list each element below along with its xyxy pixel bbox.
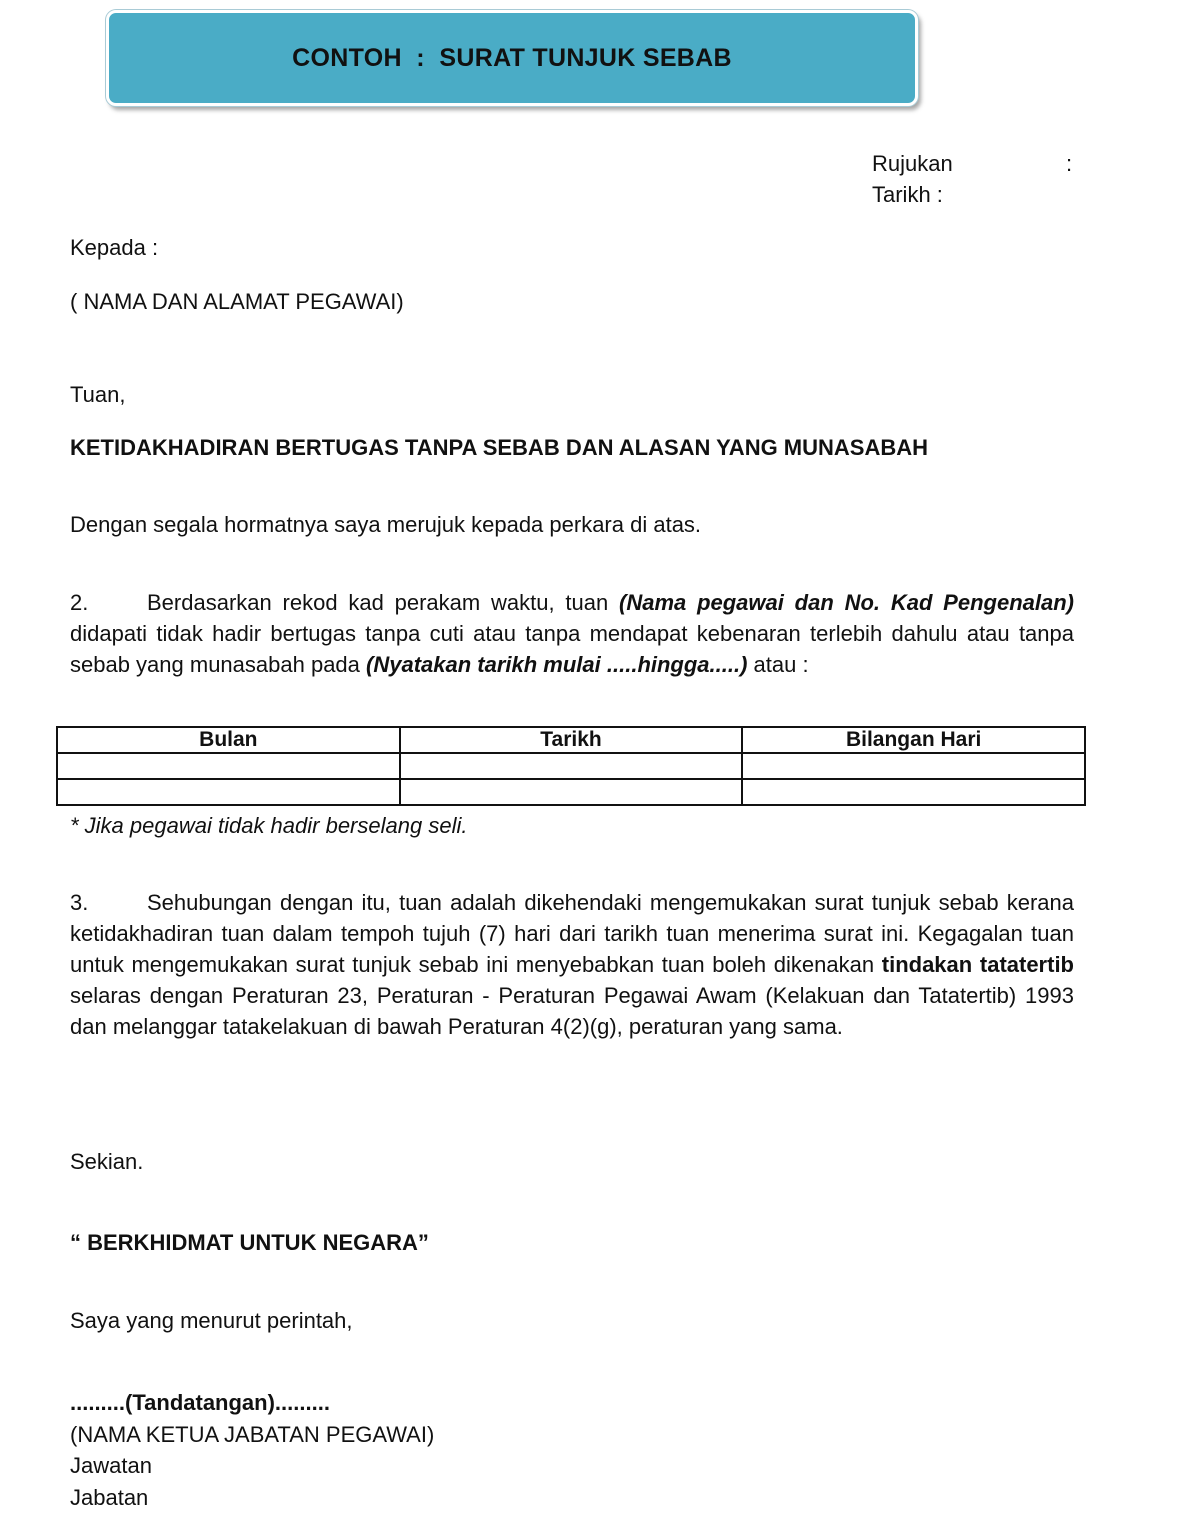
paragraph-text: Berdasarkan rekod kad perakam waktu, tuan [147,590,620,615]
document-title: CONTOH : SURAT TUNJUK SEBAB [292,43,732,72]
closing-sekian: Sekian. [70,1149,144,1174]
table-header-row [57,727,1085,753]
table-cell [57,779,400,805]
department-head-name: (NAMA KETUA JABATAN PEGAWAI) [70,1422,435,1447]
title-banner [106,10,918,106]
recipient-name-address: ( NAMA DAN ALAMAT PEGAWAI) [70,289,404,314]
column-header-bilangan-hari: Bilangan Hari [742,727,1085,753]
table-cell [742,779,1085,805]
column-header-tarikh: Tarikh [400,727,743,753]
position-label: Jawatan [70,1453,152,1478]
tarikh-label: Tarikh : [872,182,943,207]
table-cell [400,779,743,805]
paragraph-2 [70,587,1074,680]
paragraph-number: 2. [70,590,89,615]
salutation: Tuan, [70,382,126,407]
paragraph-emphasis: (Nyatakan tarikh mulai .....hingga.....) [366,652,748,677]
closing-order-line: Saya yang menurut perintah, [70,1308,353,1333]
table-cell [742,753,1085,779]
subject-heading: KETIDAKHADIRAN BERTUGAS TANPA SEBAB DAN ALASAN YANG MUNASABAH [70,435,929,460]
department-label: Jabatan [70,1485,149,1510]
rujukan-label: Rujukan [872,151,953,176]
kepada-label: Kepada : [70,235,159,260]
paragraph-emphasis: tindakan tatatertib [881,952,1074,977]
table-cell [400,753,743,779]
rujukan-colon: : [1066,151,1073,176]
paragraph-number: 3. [70,890,89,915]
paragraph-text: atau : [747,652,809,677]
paragraph-emphasis: (Nama pegawai dan No. Kad Pengenalan) [619,590,1074,615]
table-row [57,753,1085,779]
paragraph-text: didapati tidak hadir bertugas tanpa cuti atau tanpa mendapat kebenaran terlebih dahulu atau tanpa sebab yang munasabah pada [70,621,1074,677]
motto: “ BERKHIDMAT UNTUK NEGARA” [70,1230,429,1255]
paragraph-text: selaras dengan Peraturan 23, Peraturan - Peraturan Pegawai Awam (Kelakuan dan Tatatertib) 1993 dan melanggar tatakelakuan di bawah Peraturan 4(2)(g), peraturan yang sama. [70,983,1074,1039]
paragraph-3 [70,887,1074,1042]
signature-line: .........(Tandatangan)......... [70,1390,330,1415]
table-cell [57,753,400,779]
table-footnote: * Jika pegawai tidak hadir berselang seli. [70,813,468,838]
table-row [57,779,1085,805]
absence-table [56,726,1086,806]
column-header-bulan: Bulan [57,727,400,753]
paragraph-text: Sehubungan dengan itu, tuan adalah dikehendaki mengemukakan surat tunjuk sebab kerana ketidakhadiran tuan dalam tempoh tujuh (7) hari dari tarikh tuan menerima surat ini. Kegagalan tuan untuk mengemukakan surat tunjuk sebab ini menyebabkan tuan boleh dikenakan [70,890,1074,977]
opening-line: Dengan segala hormatnya saya merujuk kepada perkara di atas. [70,512,702,537]
